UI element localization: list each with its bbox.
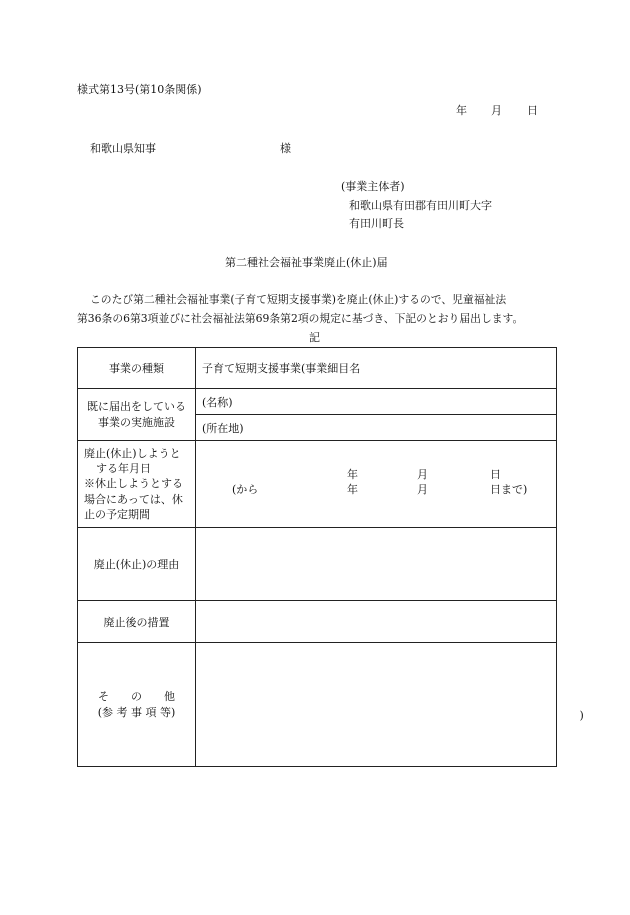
discontinue-date-label-line3: ※休止しようとする [84, 477, 183, 491]
facility-label-line1: 既に届出をしている [87, 400, 186, 414]
business-type-close: ) [579, 708, 584, 722]
ki-label: 記 [309, 331, 320, 344]
reason-field[interactable] [196, 528, 557, 601]
other-label-cell [78, 643, 196, 767]
row-facility-name [78, 389, 557, 415]
facility-label-line2: 事業の実施施設 [98, 415, 175, 429]
addressee-honorific: 様 [280, 142, 291, 155]
date-from-label: (から [232, 483, 259, 496]
date-to-day-until: 日まで) [490, 483, 528, 496]
applicant-title: 有田川町長 [349, 217, 404, 230]
date-from-day: 日 [490, 468, 501, 481]
date-year-label: 年 [456, 104, 467, 117]
date-from-month: 月 [417, 468, 428, 481]
date-month-label: 月 [491, 104, 502, 117]
facility-label-cell [78, 389, 196, 441]
date-to-month: 月 [417, 483, 428, 496]
other-label-line2: (参 考 事 項 等) [97, 705, 176, 719]
discontinue-date-label-line2: する年月日 [96, 461, 151, 475]
after-measures-field[interactable] [196, 601, 557, 643]
row-after-measures [78, 601, 557, 643]
form-number: 様式第13号(第10条関係) [77, 83, 202, 96]
document-title: 第二種社会福祉事業廃止(休止)届 [225, 256, 388, 269]
reason-label: 廃止(休止)の理由 [78, 528, 196, 601]
after-measures-label: 廃止後の措置 [78, 601, 196, 643]
row-reason [78, 528, 557, 601]
other-label-line1: そ の 他 [98, 690, 175, 704]
applicant-address: 和歌山県有田郡有田川町大字 [349, 199, 492, 212]
discontinue-date-label-line1: 廃止(休止)しようと [84, 446, 181, 460]
body-text-line1: このたび第二種社会福祉事業(子育て短期支援事業)を廃止(休止)するので、児童福祉法 [90, 293, 507, 306]
row-discontinue-date [78, 441, 557, 528]
discontinue-date-label-cell [78, 441, 196, 528]
date-to-year: 年 [347, 483, 358, 496]
discontinue-date-field[interactable] [196, 441, 557, 528]
business-type-value: 子育て短期支援事業(事業細目名 [202, 362, 361, 375]
applicant-label: (事業主体者) [341, 180, 405, 193]
date-from-year: 年 [347, 468, 358, 481]
facility-location-field[interactable]: (所在地) [196, 415, 557, 441]
discontinue-date-label-line4: 場合にあっては、休 [84, 492, 183, 506]
discontinue-date-label-line5: 止の予定期間 [84, 508, 150, 522]
business-type-label: 事業の種類 [78, 348, 196, 389]
other-field[interactable] [196, 643, 557, 767]
row-business-type [78, 348, 557, 389]
body-text-line2: 第36条の6第3項並びに社会福祉法第69条第2項の規定に基づき、下記のとおり届出します。 [77, 312, 524, 325]
row-other [78, 643, 557, 767]
notification-table [77, 347, 584, 767]
date-day-label: 日 [527, 104, 538, 117]
facility-name-field[interactable]: (名称) [196, 389, 557, 415]
addressee-name: 和歌山県知事 [90, 142, 156, 155]
